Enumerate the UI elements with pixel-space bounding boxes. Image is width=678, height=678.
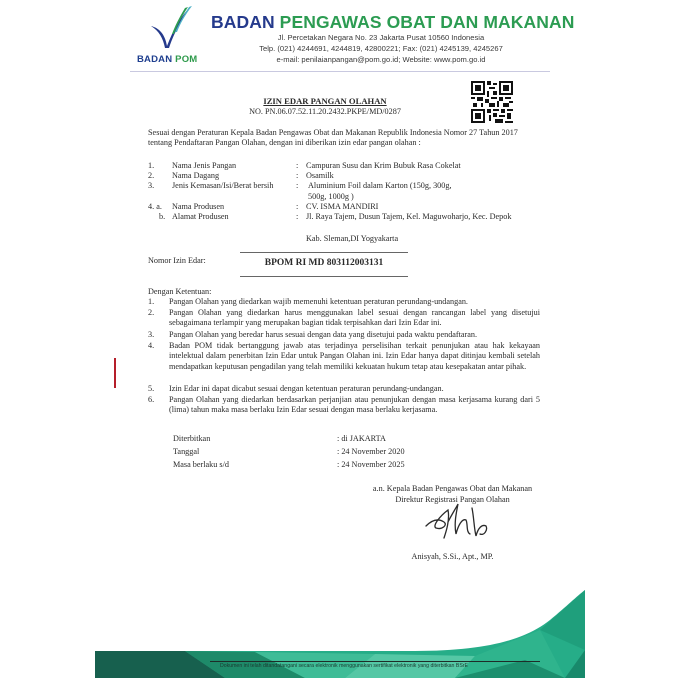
signatory-position: Direktur Registrasi Pangan Olahan (395, 495, 510, 504)
issued-at-value: : di JAKARTA (337, 434, 386, 443)
terms-heading: Dengan Ketentuan: (148, 287, 212, 296)
signatory-name: Anisyah, S.Si., Apt., MP. (411, 552, 494, 561)
field-label: Alamat Produsen (172, 212, 229, 221)
red-margin-mark (114, 358, 116, 388)
qr-code-icon (471, 81, 513, 123)
checkmark-swoosh-icon (147, 4, 195, 50)
term-item: 5. Izin Edar ini dapat dicabut sesuai dengan ketentuan peraturan perundang-undangan. (148, 384, 444, 393)
valid-until-label: Masa berlaku s/d (173, 460, 229, 469)
valid-until-value: : 24 November 2025 (337, 460, 405, 469)
field-value: Aluminium Foil dalam Karton (150g, 300g, 500g, 1000g ) (308, 181, 452, 201)
term-item: 4. Badan POM tidak bertanggung jawab atas terjadinya perselisihan terkait penunjukan atau hak kekayaan intelektual dalam penerbitan Izin Edar untuk Pangan Olahan ini. Izin Edar hanya dapat ditinjau kembali setelah mendapatkan keputusan pengadilan yang telah memiliki kekuatan hukum tetap atau kesepakatan antar pihak. (148, 341, 540, 371)
document-title: IZIN EDAR PANGAN OLAHAN (263, 96, 387, 106)
issue-date-value: : 24 November 2020 (337, 447, 405, 456)
term-item: 1. Pangan Olahan yang diedarkan wajib memenuhi ketentuan peraturan perundang-undangan. (148, 297, 468, 306)
field-value: Jl. Raya Tajem, Dusun Tajem, Kel. Maguwoharjo, Kec. Depok (306, 212, 512, 221)
field-value-continued: Kab. Sleman,DI Yogyakarta (306, 234, 399, 243)
term-item: 3. Pangan Olahan yang beredar harus sesuai dengan data yang disetujui pada waktu pendaftaran. (148, 330, 478, 339)
field-label: Jenis Kemasan/Isi/Berat bersih (172, 181, 274, 190)
term-item: 6. Pangan Olahan yang diedarkan berdasarkan perjanjian atau penunjukan dengan masa kerjasama kurang dari 5 (lima) tahun maka masa berlaku Izin Edar sesuai dengan masa berlaku kerjasama. (148, 395, 540, 415)
field-label: Nama Produsen (172, 202, 225, 211)
izin-edar-number: BPOM RI MD 803112003131 (264, 258, 384, 268)
email-line: e-mail: penilaianpangan@pom.go.id; Website: www.pom.go.id (276, 55, 486, 64)
izin-edar-label: Nomor Izin Edar: (148, 256, 206, 265)
document-number: NO. PN.06.07.52.11.20.2432.PKPE/MD/0287 (249, 107, 401, 116)
issue-date-label: Tanggal (173, 447, 200, 456)
signatory-on-behalf: a.n. Kepala Badan Pengawas Obat dan Makanan (372, 484, 533, 493)
term-item: 2. Pangan Olahan yang diedarkan harus menggunakan label sesuai dengan rancangan label yang disetujui sebagaimana terlampir yang merupakan bagian tidak terpisahkan dari Izin Edar ini. (148, 308, 540, 328)
address-line: Jl. Percetakan Negara No. 23 Jakarta Pusat 10560 Indonesia (277, 33, 485, 42)
field-label: Nama Dagang (172, 171, 220, 180)
badan-pom-logo (135, 4, 205, 66)
logo-wordmark: BADAN POM (137, 54, 198, 65)
field-value: Osamilk (306, 171, 334, 180)
field-label: Nama Jenis Pangan (172, 161, 237, 170)
header-divider (130, 71, 550, 72)
footer-rule (210, 661, 540, 662)
intro-paragraph: Sesuai dengan Peraturan Kepala Badan Pengawas Obat dan Makanan Republik Indonesia Nomor 27 Tahun 2017 tentang Pendaftaran Pangan Olahan, dengan ini diberikan izin edar pangan olahan : (148, 128, 518, 148)
phone-line: Telp. (021) 4244691, 4244819, 42800221; Fax: (021) 4245139, 4245267 (259, 44, 503, 53)
field-value: Campuran Susu dan Krim Bubuk Rasa Cokelat (306, 161, 461, 170)
field-value: CV. ISMA MANDIRI (306, 202, 379, 211)
issued-at-label: Diterbitkan (173, 434, 211, 443)
izin-top-rule (240, 252, 408, 253)
handwritten-signature-icon (422, 500, 492, 540)
izin-bottom-rule (240, 276, 408, 277)
electronic-signature-notice: Dokumen ini telah ditandatangani secara elektronik menggunakan sertifikat elektronik yang diterbitkan BSrE (220, 663, 468, 669)
organization-title: BADAN PENGAWAS OBAT DAN MAKANAN (211, 12, 575, 32)
